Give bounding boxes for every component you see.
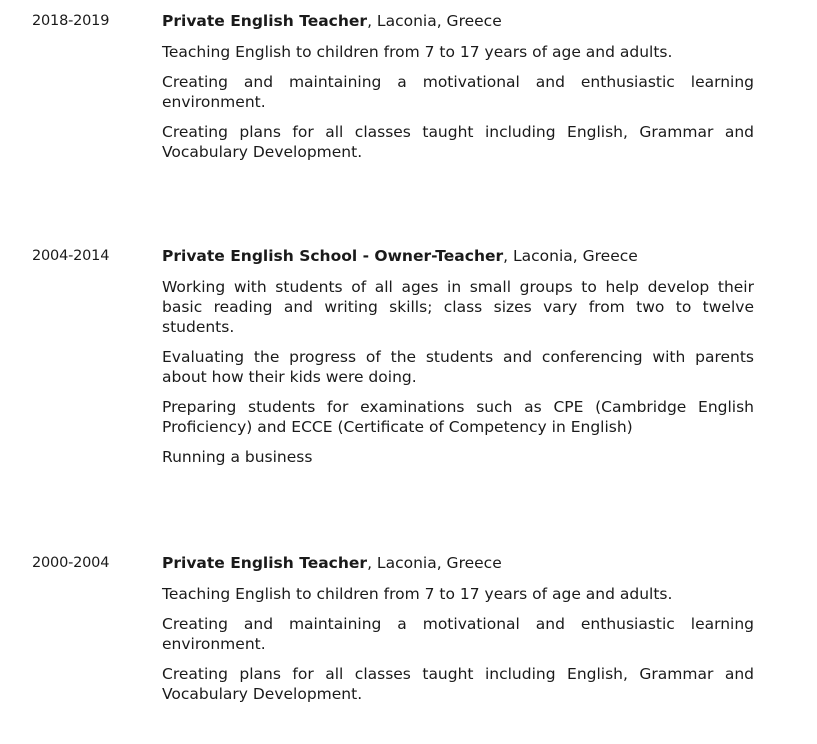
entry-item: Preparing students for examinations such as CPE (Cambridge English Proficiency) and ECCE (Certificate of Competency in English) (162, 398, 754, 436)
entry-location: , Laconia, Greece (367, 12, 502, 30)
entry-item: Creating plans for all classes taught including English, Grammar and Vocabulary Development. (162, 123, 754, 161)
entry-description (162, 277, 754, 477)
entry-item: Running a business (162, 448, 313, 466)
entry-item: Creating plans for all classes taught including English, Grammar and Vocabulary Development. (162, 665, 754, 703)
entry-item: Teaching English to children from 7 to 17 years of age and adults. (162, 585, 673, 603)
entry-item: Creating and maintaining a motivational and enthusiastic learning environment. (162, 615, 754, 653)
entry-heading (162, 11, 502, 31)
entry-location: , Laconia, Greece (503, 247, 638, 265)
entry-description (162, 584, 754, 714)
entry-item: Working with students of all ages in small groups to help develop their basic reading and writing skills; class sizes vary from two to twelve students. (162, 278, 754, 336)
entry-item: Evaluating the progress of the students and conferencing with parents about how their kids were doing. (162, 348, 754, 386)
entry-role: Private English Teacher (162, 12, 368, 30)
entry-years: 2000-2004 (32, 555, 110, 571)
entry-item: Teaching English to children from 7 to 17 years of age and adults. (162, 43, 673, 61)
entry-item: Creating and maintaining a motivational and enthusiastic learning environment. (162, 73, 754, 111)
entry-heading (162, 246, 638, 266)
entry-years: 2018-2019 (32, 13, 110, 29)
entry-role: Private English Teacher (162, 554, 368, 572)
entry-years: 2004-2014 (32, 248, 110, 264)
entry-heading (162, 553, 502, 573)
entry-role: Private English School - Owner-Teacher (162, 247, 504, 265)
entry-location: , Laconia, Greece (367, 554, 502, 572)
entry-description (162, 42, 754, 172)
